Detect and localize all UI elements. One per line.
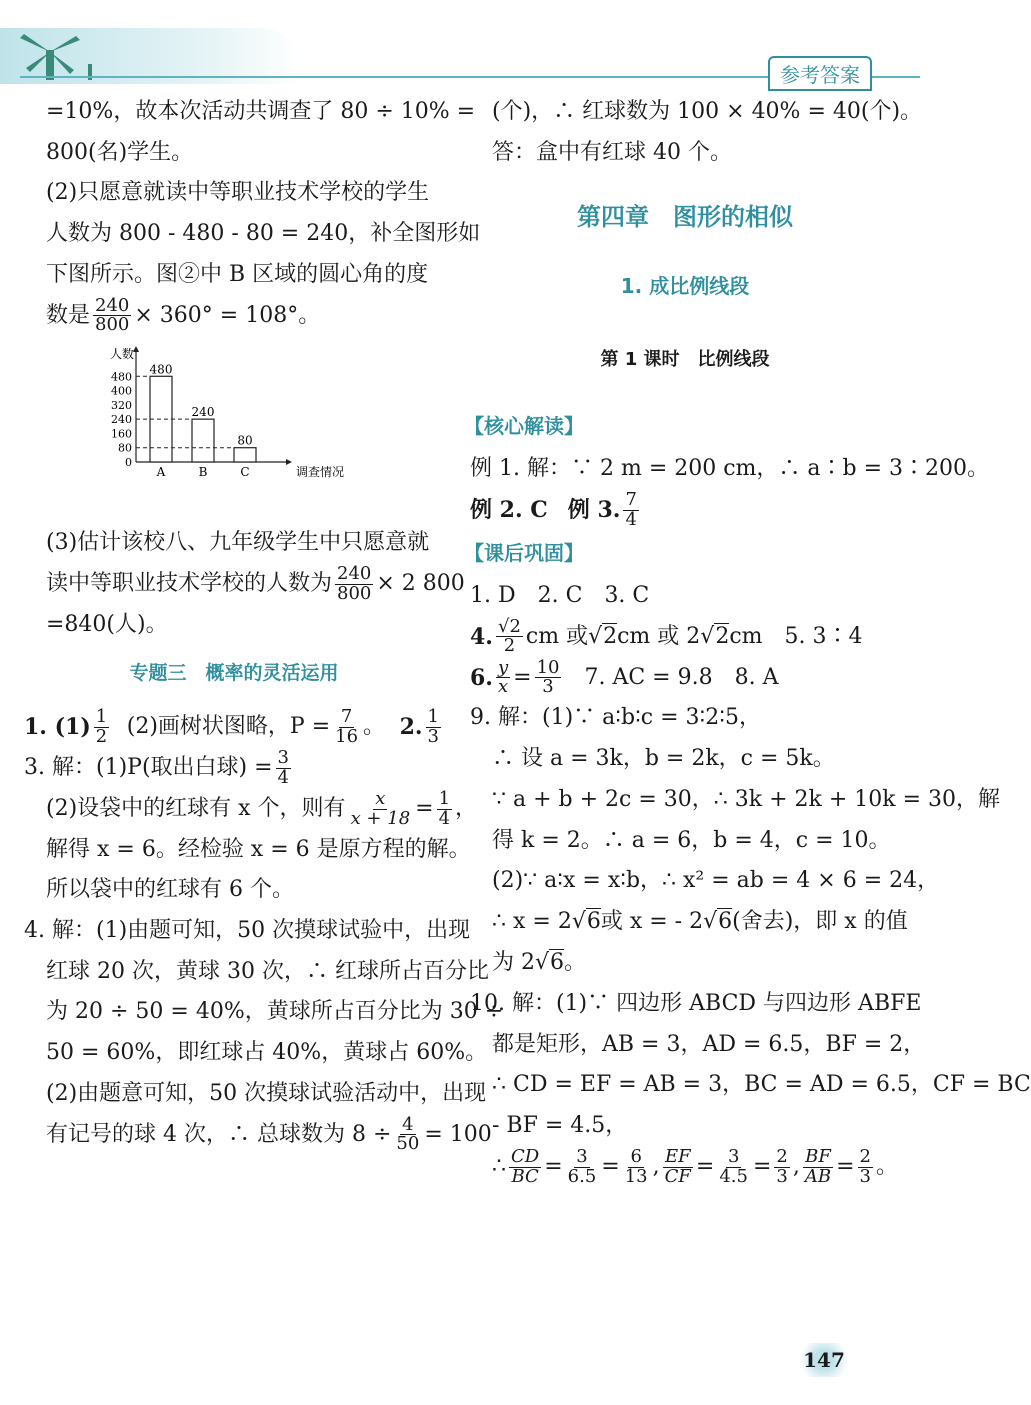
bar-chart [96,344,444,509]
answers-1-3: 1. D 2. C 3. C [470,582,650,608]
text-line: 4. 解：(1)由题可知，50 次摸球试验中，出现 [24,918,471,944]
example-2-3: 例 2. C 例 3. $\frac{7}{4}$ [470,488,637,530]
text-line: 下图所示。图②中 B 区域的圆心角的度 [46,261,429,287]
y-tick-label: 80 [118,442,132,456]
text-line: 为 20 ÷ 50 = 40%，黄球所占百分比为 30 ÷ [46,999,504,1025]
chapter-title: 第四章 图形的相似 [577,203,793,232]
example-1: 例 1. 解：∵ 2 m = 200 cm，∴ a∶b = 3∶200。 [470,456,990,482]
data-label: 240 [191,405,215,420]
category-label: C [240,465,250,480]
right-column [464,92,1031,1188]
section-title: 1. 成比例线段 [620,273,750,298]
x-axis-arrow [286,459,292,465]
y-tick-label: 480 [111,370,132,384]
text-line: 人数为 800 - 480 - 80 = 240，补全图形如 [46,221,481,247]
y-tick-label: 160 [111,427,132,441]
text-line: 有记号的球 4 次，∴ 总球数为 8 ÷ $\frac{4}{50}$ = 100 [46,1113,492,1155]
text-line: (2)设袋中的红球有 x 个，则有 $\frac{x}{x + 18}$ = $\frac{1}{4}$ ， [46,787,478,829]
y-tick-label: 320 [111,399,132,413]
fraction: $\frac{240}{800}$ [337,562,372,604]
bar-chart-svg [96,344,376,494]
topic-title: 专题三 概率的灵活运用 [129,661,339,684]
text-line: 答：盒中有红球 40 个。 [492,139,732,165]
page-number: 147 [797,1343,851,1377]
lesson-title: 第 1 课时 比例线段 [600,348,770,370]
data-label: 480 [149,362,173,377]
text-line: 红球 20 次，黄球 30 次，∴ 红球所占百分比 [46,958,489,984]
answer-3: 3. 解：(1)P(取出白球) = $\frac{3}{4}$ [24,746,289,788]
text-line: ∵ a + b + 2c = 30，∴ 3k + 2k + 10k = 30，解 [492,786,1000,812]
text-line: - BF = 4.5， [492,1112,628,1138]
text-line: 为 2 √6 。 [492,950,587,976]
page-header [0,0,950,90]
text-line: 数是 $\frac{240}{800}$ × 360° = 108°。 [46,294,321,336]
text-line: (3)估计该校八、九年级学生中只愿意就 [46,530,430,556]
text-line: 10. 解：(1)∵ 四边形 ABCD 与四边形 ABFE [470,990,922,1016]
text-line: ∴ x = 2 √6 或 x = - 2 √6 (舍去)，即 x 的值 [492,909,908,935]
text-line: 800(名)学生。 [46,139,194,165]
answer-key-tag: 参考答案 [768,56,872,91]
fraction: $\frac{240}{800}$ [95,294,130,336]
text-line: 50 = 60%，即红球占 40%，黄球占 60%。 [46,1040,488,1066]
text-line: 读中等职业技术学校的人数为 $\frac{240}{800}$ × 2 800 [46,562,465,604]
text-line: =840(人)。 [46,611,168,637]
y-tick-label: 240 [111,413,132,427]
y-axis-label: 人数 [110,347,135,362]
text-line: 所以袋中的红球有 6 个。 [46,877,294,903]
data-label: 80 [237,434,253,449]
x-axis-label: 调查情况 [296,465,345,480]
y-tick-label: 0 [125,456,132,470]
left-column [24,92,504,1155]
ratio-line: ∴ $\frac{CD}{BC}$ = $\frac{3}{6.5}$ = $\frac{6}{13}$ , $\frac{EF}{CF}$ = $\frac{3}{4.5}$ = $\frac{2}{3}$ , $\frac{BF}{AB}$ = $\frac{2}{3}$ 。 [492,1145,899,1187]
y-tick-label: 400 [111,385,132,399]
text-line: 都是矩形，AB = 3，AD = 6.5，BF = 2， [492,1031,926,1057]
bar [234,448,256,462]
core-reading-tag: 【核心解读】 [464,414,584,439]
bar [192,420,214,463]
text-line: 解得 x = 6。经检验 x = 6 是原方程的解。 [46,836,471,862]
text-line: ∴ CD = EF = AB = 3，BC = AD = 6.5，CF = BC [492,1072,1031,1098]
category-label: A [156,465,166,480]
answer-1: 1. (1) $\frac{1}{2}$ (2)画树状图略，P = $\frac{7}{16}$ 。 2. $\frac{1}{3}$ [24,705,439,747]
text-line: (个)，∴ 红球数为 100 × 40% = 40(个)。 [492,99,923,124]
answer-4-5: 4. $\frac{√2}{2}$ cm 或 √2 cm 或 2 √2 cm 5. 3∶4 [470,615,863,657]
answer-6-8: 6. $\frac{y}{x}$ = $\frac{10}{3}$ 7. AC = 9.8 8. A [470,656,779,698]
after-class-tag: 【课后巩固】 [464,540,584,565]
text-line: 9. 解：(1)∵ a∶b∶c = 3∶2∶5， [470,705,761,731]
text-line: ∴ 设 a = 3k，b = 2k，c = 5k。 [492,746,835,772]
text-line: 得 k = 2。∴ a = 6，b = 4，c = 10。 [492,827,891,853]
text-line: (2)由题意可知，50 次摸球试验活动中，出现 [46,1080,487,1106]
category-label: B [198,465,208,480]
text-line: (2)∵ a∶x = x∶b，∴ x² = ab = 4 × 6 = 24， [492,868,940,894]
text-line: =10%，故本次活动共调查了 80 ÷ 10% = [46,99,476,124]
text-line: (2)只愿意就读中等职业技术学校的学生 [46,180,430,206]
